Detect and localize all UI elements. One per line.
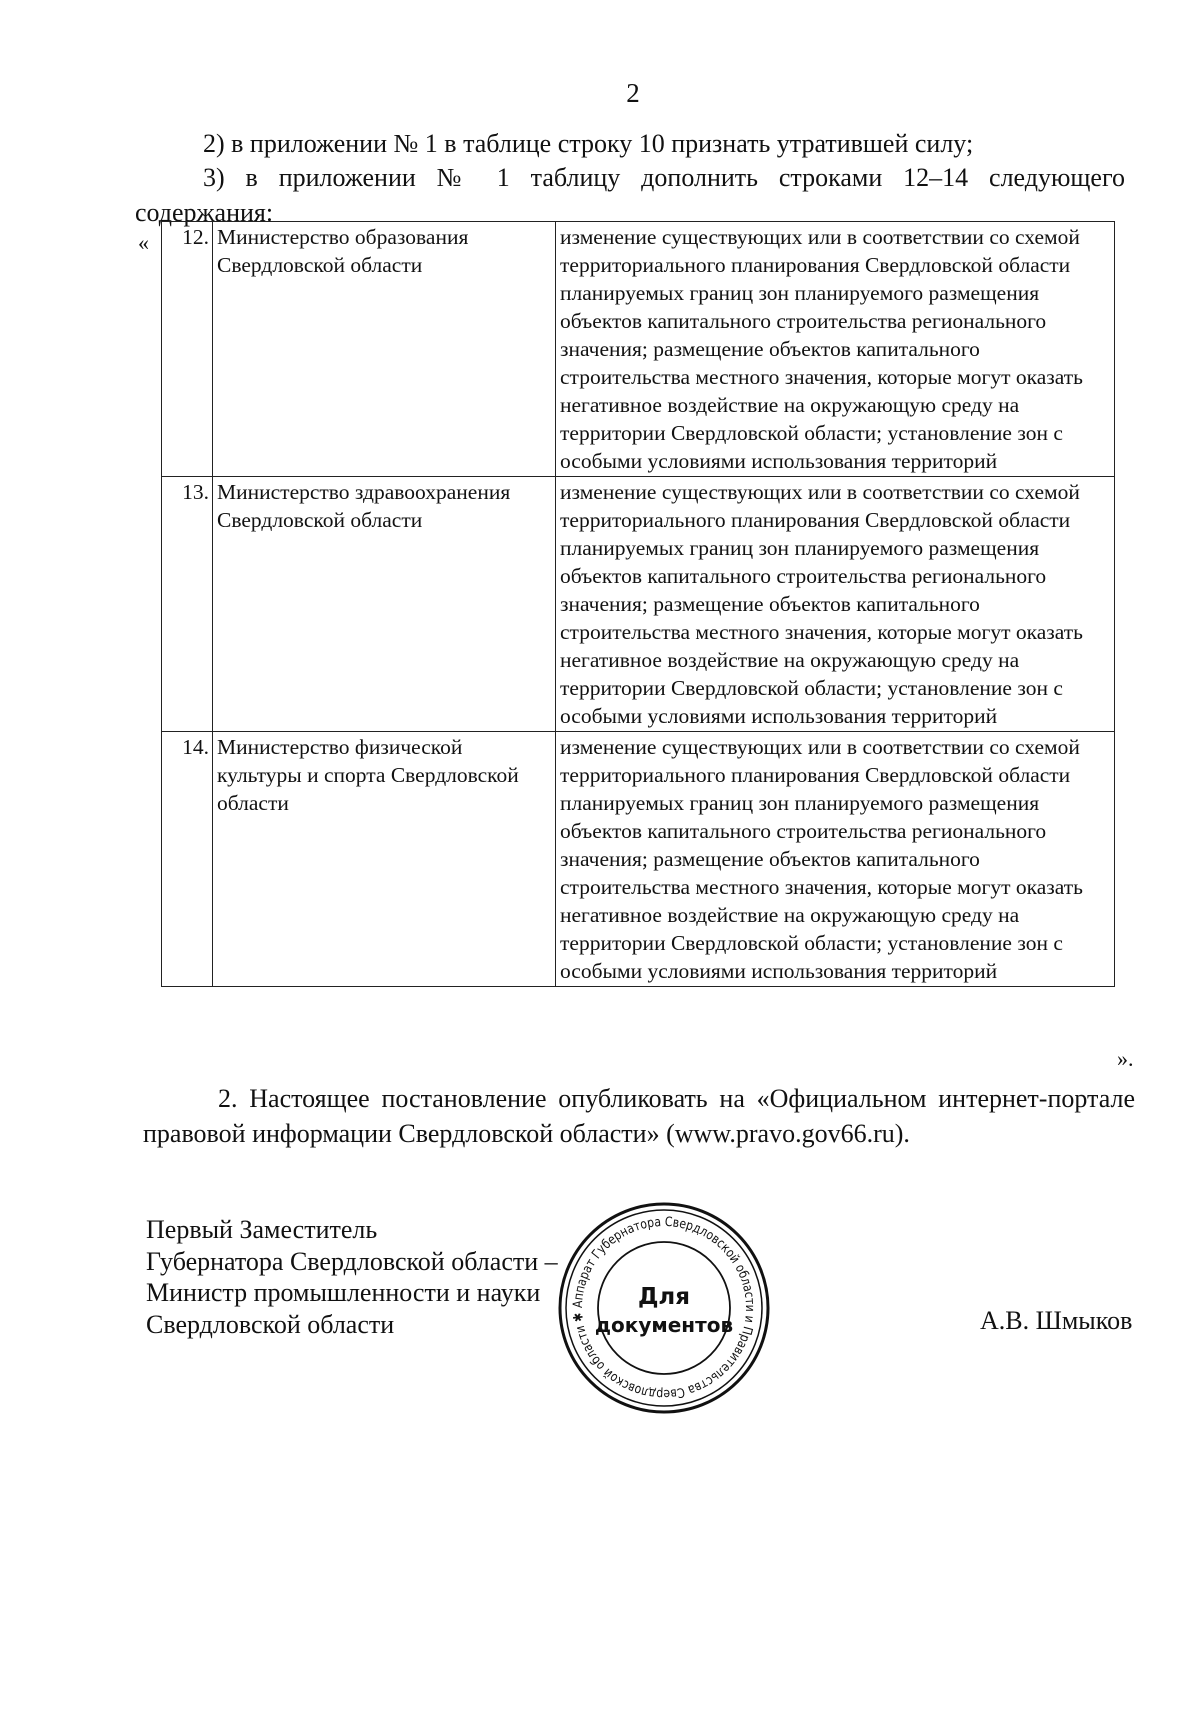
paragraph-item-2: 2) в приложении № 1 в таблице строку 10 признать утратившей силу;: [203, 129, 974, 158]
row-description: изменение существующих или в соответствии со схемой территориального планирования Свердловской области планируемых границ зон планируемого размещения объектов капитального строительства регионального значения; размещение объектов капитального строительства местного значения, которые могут оказать негативное воздействие на окружающую среду на территории Свердловской области; установление зон с особыми условиями использования территорий: [556, 477, 1115, 732]
addition-table: [161, 221, 1115, 987]
signatory-title-line: Свердловской области: [146, 1309, 395, 1339]
table-row: [162, 732, 1115, 987]
signatory-title: [146, 1214, 558, 1340]
row-number: 14.: [162, 732, 213, 987]
row-number: 13.: [162, 477, 213, 732]
seal-center-line1: Для: [637, 1284, 691, 1310]
paragraph-publish: 2. Настоящее постановление опубликовать на «Официальном интернет-портале правовой информации Свердловской области» (www.pravo.gov66.ru).: [143, 1084, 1135, 1148]
signatory-name: А.В. Шмыков: [980, 1306, 1133, 1335]
table-row: [162, 477, 1115, 732]
row-description: изменение существующих или в соответствии со схемой территориального планирования Свердловской области планируемых границ зон планируемого размещения объектов капитального строительства регионального значения; размещение объектов капитального строительства местного значения, которые могут оказать негативное воздействие на окружающую среду на территории Свердловской области; установление зон с особыми условиями использования территорий: [556, 222, 1115, 477]
table-close-quote: ».: [1117, 1046, 1134, 1071]
signatory-title-line: Министр промышленности и науки: [146, 1278, 541, 1307]
seal-ring-text: Аппарат Губернатора Свердловской области и Правительства Свердловской области ✱: [570, 1214, 758, 1402]
signatory-title-line: Первый Заместитель: [146, 1215, 378, 1244]
table-open-quote: «: [138, 230, 149, 255]
row-description: изменение существующих или в соответствии со схемой территориального планирования Свердловской области планируемых границ зон планируемого размещения объектов капитального строительства регионального значения; размещение объектов капитального строительства местного значения, которые могут оказать негативное воздействие на окружающую среду на территории Свердловской области; установление зон с особыми условиями использования территорий: [556, 732, 1115, 987]
row-organization: Министерство здравоохранения Свердловской области: [213, 477, 556, 732]
row-organization: Министерство физической культуры и спорта Свердловской области: [213, 732, 556, 987]
seal-center-line2: документов: [594, 1313, 734, 1337]
row-number: 12.: [162, 222, 213, 477]
table-row: [162, 222, 1115, 477]
signatory-title-line: Губернатора Свердловской области –: [146, 1246, 558, 1276]
page-number: 2: [626, 78, 640, 108]
paragraph-item-3: 3) в приложении № 1 таблицу дополнить строками 12–14 следующего содержания:: [135, 163, 1125, 227]
row-organization: Министерство образования Свердловской области: [213, 222, 556, 477]
document-seal: [556, 1200, 772, 1416]
